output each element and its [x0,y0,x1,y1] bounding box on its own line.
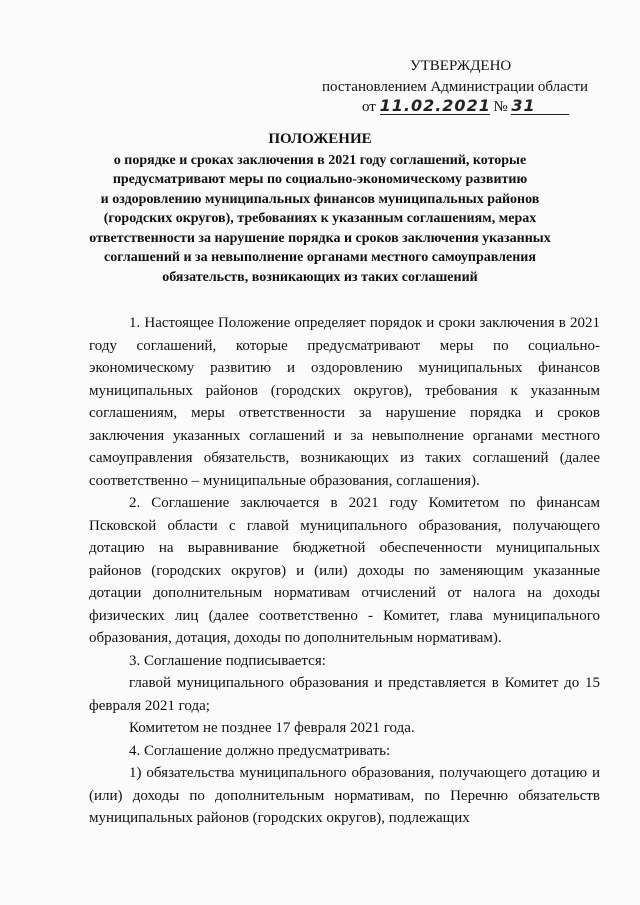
title-line: предусматривают меры по социально-экономическому развитию [112,172,528,187]
date-prefix: от [362,99,376,115]
number-prefix: № [493,99,508,115]
document-body [89,312,600,830]
title-line: о порядке и сроках заключения в 2021 году соглашений, которые [113,152,527,168]
paragraph: 1) обязательства муниципального образования, получающего дотацию и (или) доходы по дополнительным нормативам, по Перечню обязательств муниципальных районов (городских округов), подлежащих [89,765,600,826]
title-line: и оздоровлению муниципальных финансов муниципальных районов [100,191,540,207]
paragraph: 4. Соглашение должно предусматривать: [129,742,391,759]
paragraph: 3. Соглашение подписывается: [129,652,326,669]
paragraph: Комитетом не позднее 17 февраля 2021 года. [129,720,415,736]
paragraph: 2. Соглашение заключается в 2021 году Комитетом по финансам Псковской области с главой муниципального образования, получающего дотацию на выравнивание бюджетной обеспеченности муниципальных районов (городских округов) и (или) доходы по заменяющим указанные дотации дополнительным нормативам отчислений от налога на доходы физических лиц (далее соответственно - Комитет, глава муниципального образования, дотация, доходы по дополнительным нормативам). [89,495,600,646]
approved-by-line: постановлением Администрации области [322,79,589,95]
paragraph: главой муниципального образования и представляется в Комитет до 15 февраля 2021 года; [89,675,600,714]
paragraph: 1. Настоящее Положение определяет порядок и сроки заключения в 2021 году соглашений, которые предусматривают меры по социально-экономическому развитию и оздоровлению муниципальных финансов муниципальных районов (городских округов), требования к указанным соглашениям, меры ответственности за нарушение порядка и сроков заключения указанных соглашений и за невыполнение органами местного самоуправления обязательств, возникающих из таких соглашений (далее соответственно – муниципальные образования, соглашения). [89,315,600,489]
handwritten-date: 11.02.2021 [379,96,491,115]
title-line: соглашений и за невыполнение органами местного самоуправления [104,250,536,265]
title-heading: ПОЛОЖЕНИЕ [268,131,372,147]
document-title [80,130,560,287]
title-line: ответственности за нарушение порядка и сроков заключения указанных [89,230,551,246]
approval-date-number-line [362,98,569,116]
title-line: (городских округов), требованиях к указанным соглашениям, мерах [103,211,537,226]
handwritten-number: 31 [511,98,569,115]
title-line: обязательств, возникающих из таких соглашений [162,269,478,285]
approved-label: УТВЕРЖДЕНО [410,58,512,74]
